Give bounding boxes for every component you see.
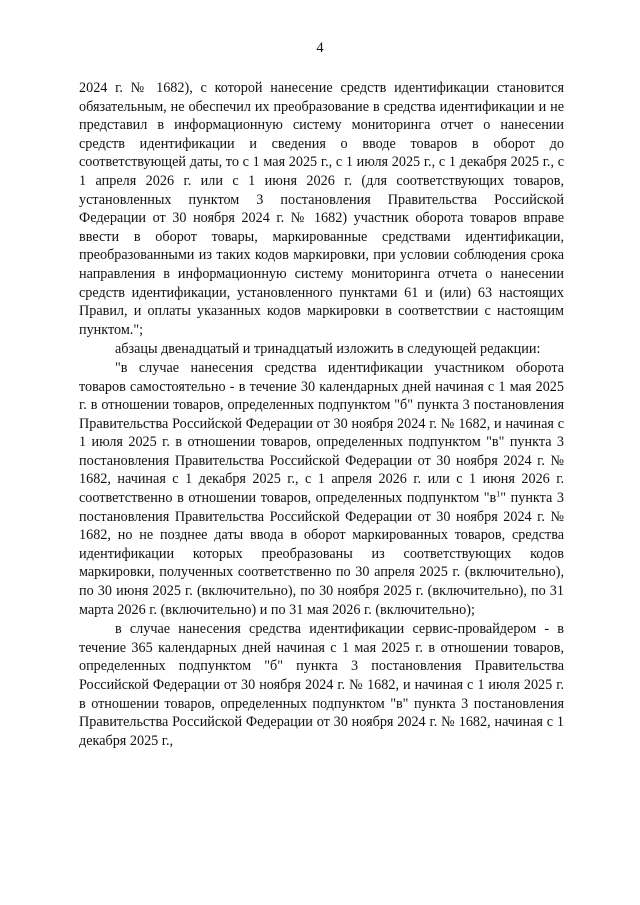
paragraph-text-part: " пункта 3 постановления Правительства Российской Федерации от 30 ноября 2024 г. № 1682, но не позднее даты ввода в оборот маркированных товаров, средства идентификации которых преобразованы из соответствующих кодов маркировки, полученных соответственно по 30 апреля 2025 г. (включительно), по 30 июня 2025 г. (включительно), по 30 ноября 2025 г. (включительно), по 31 марта 2026 г. (включительно) и по 31 мая 2026 г. (включительно); — [79, 490, 564, 618]
superscript-mark: 1 — [496, 489, 501, 499]
document-body — [79, 79, 564, 750]
paragraph-continuation: 2024 г. № 1682), с которой нанесение средств идентификации становится обязательным, не обеспечил их преобразование в средства идентификации и не представил в информационную систему мониторинга отчет о нанесении средств идентификации и сведения о вводе товаров в оборот до соответствующей даты, то с 1 мая 2025 г., с 1 июля 2025 г., с 1 декабря 2025 г., с 1 апреля 2026 г. или с 1 июня 2026 г. (для соответствующих товаров, установленных пунктом 3 постановления Правительства Российской Федерации от 30 ноября 2024 г. № 1682) участник оборота товаров вправе ввести в оборот товары, маркированные средствами идентификации, преобразованными из таких кодов маркировки, при условии соблюдения срока направления в информационную систему мониторинга отчета о нанесении средств идентификации, установленного пунктами 61 и (или) 63 настоящих Правил, и оплаты указанных кодов маркировки в соответствии с настоящим пунктом."; — [79, 80, 564, 338]
paragraph-amendment-instruction: абзацы двенадцатый и тринадцатый изложить в следующей редакции: — [115, 341, 541, 358]
paragraph-self-application — [79, 359, 564, 619]
paragraph-text-part: "в случае нанесения средства идентификации участником оборота товаров самостоятельно - в течение 30 календарных дней начиная с 1 мая 2025 г. в отношении товаров, определенных подпунктом "б" пункта 3 постановления Правительства Российской Федерации от 30 ноября 2024 г. № 1682, и начиная с 1 июля 2025 г. в отношении товаров, определенных подпунктом "в" пункта 3 постановления Правительства Российской Федерации от 30 ноября 2024 г. № 1682, начиная с 1 декабря 2025 г., с 1 апреля 2026 г. или с 1 июня 2026 г. соответственно в отношении товаров, определенных подпунктом "в — [79, 359, 564, 507]
page-number: 4 — [316, 40, 324, 56]
paragraph-service-provider: в случае нанесения средства идентификации сервис-провайдером - в течение 365 календарных дней начиная с 1 мая 2025 г. в отношении товаров, определенных подпунктом "б" пункта 3 постановления Правительства Российской Федерации от 30 ноября 2024 г. № 1682, и начиная с 1 июля 2025 г. в отношении товаров, определенных подпунктом "в" пункта 3 постановления Правительства Российской Федерации от 30 ноября 2024 г. № 1682, начиная с 1 декабря 2025 г., — [79, 621, 564, 749]
